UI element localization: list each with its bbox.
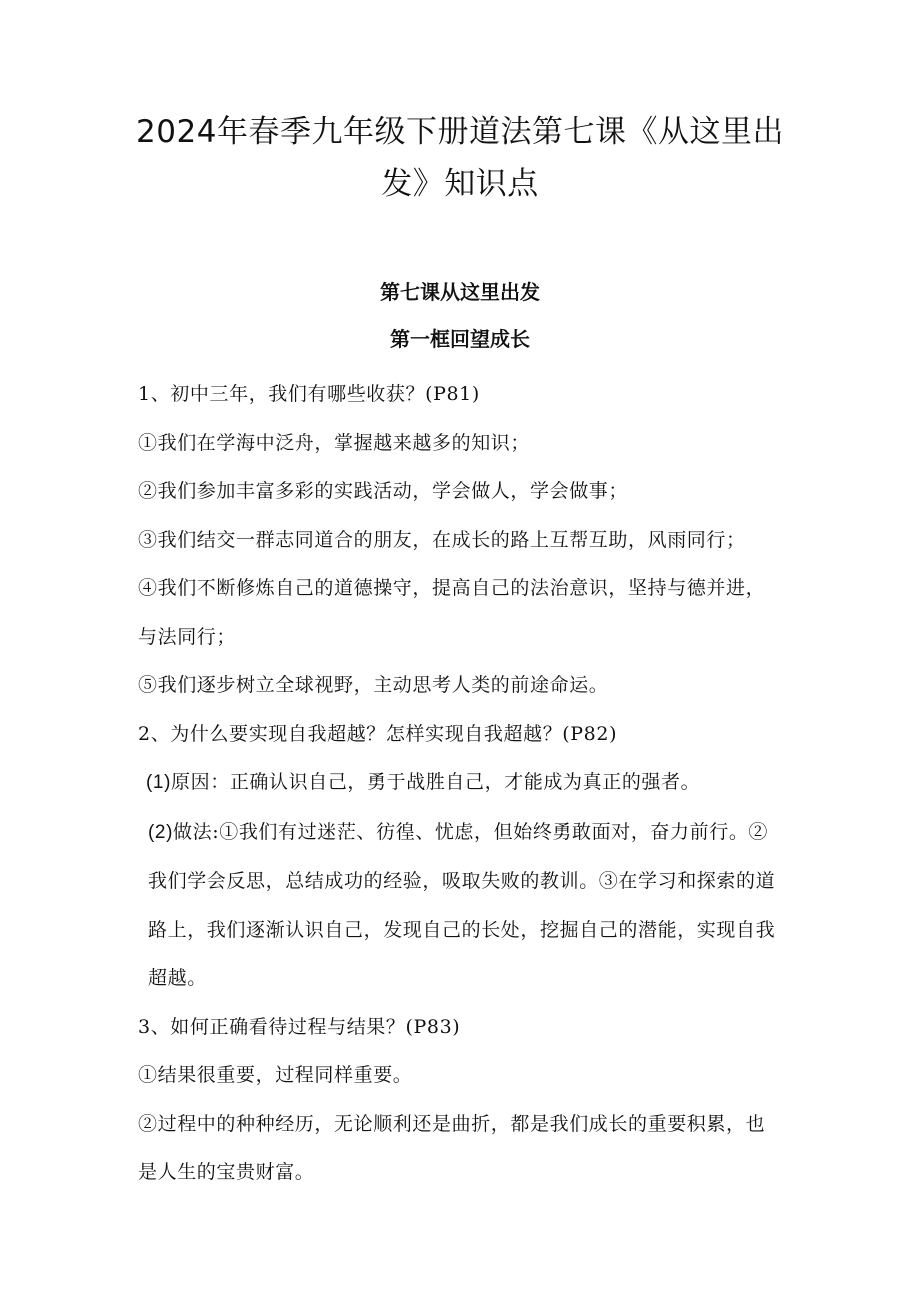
question-1-answer-5: ⑤我们逐步树立全球视野，主动思考人类的前途命运。 (138, 674, 609, 696)
question-3: 3、如何正确看待过程与结果？(P83) (138, 1015, 461, 1038)
question-1-answer-3: ③我们结交一群志同道合的朋友，在成长的路上互帮互助，风雨同行； (138, 528, 746, 551)
lesson-title: 第七课从这里出发 (380, 280, 540, 304)
question-3-answer-1: ①结果很重要，过程同样重要。 (138, 1064, 413, 1086)
document-body (138, 370, 783, 1197)
reason-label: (1) (146, 772, 172, 793)
question-2-reason (138, 758, 783, 808)
question-1-answer-1: ①我们在学海中泛舟，掌握越来越多的知识； (138, 431, 531, 454)
question-1: 1、初中三年，我们有哪些收获？(P81) (138, 383, 480, 405)
question-2: 2、为什么要实现自我超越？怎样实现自我超越？(P82) (138, 722, 618, 745)
frame-title: 第一框回望成长 (390, 327, 530, 351)
question-1-answer-4: ④我们不断修炼自己的道德操守，提高自己的法治意识，坚持与德并进，与法同行； (138, 577, 766, 648)
method-label: (2) (148, 821, 174, 843)
question-2-method (138, 808, 783, 1003)
question-3-answer-2: ②过程中的种种经历，无论顺利还是曲折，都是我们成长的重要积累，也是人生的宝贵财富。 (138, 1112, 766, 1183)
document-title: 2024年春季九年级下册道法第七课《从这里出发》知识点 (136, 114, 784, 202)
method-text: 做法:①我们有过迷茫、彷徨、忧虑，但始终勇敢面对，奋力前行。②我们学会反思，总结成功的经验，吸取失败的教训。③在学习和探索的道路上，我们逐渐认识自己，发现自己的长处，挖掘自己的潜能，实现自我超越。 (148, 820, 776, 989)
question-1-answer-2: ②我们参加丰富多彩的实践活动，学会做人，学会做事； (138, 480, 629, 502)
reason-text: 原因：正确认识自己，勇于战胜自己，才能成为真正的强者。 (171, 771, 701, 793)
